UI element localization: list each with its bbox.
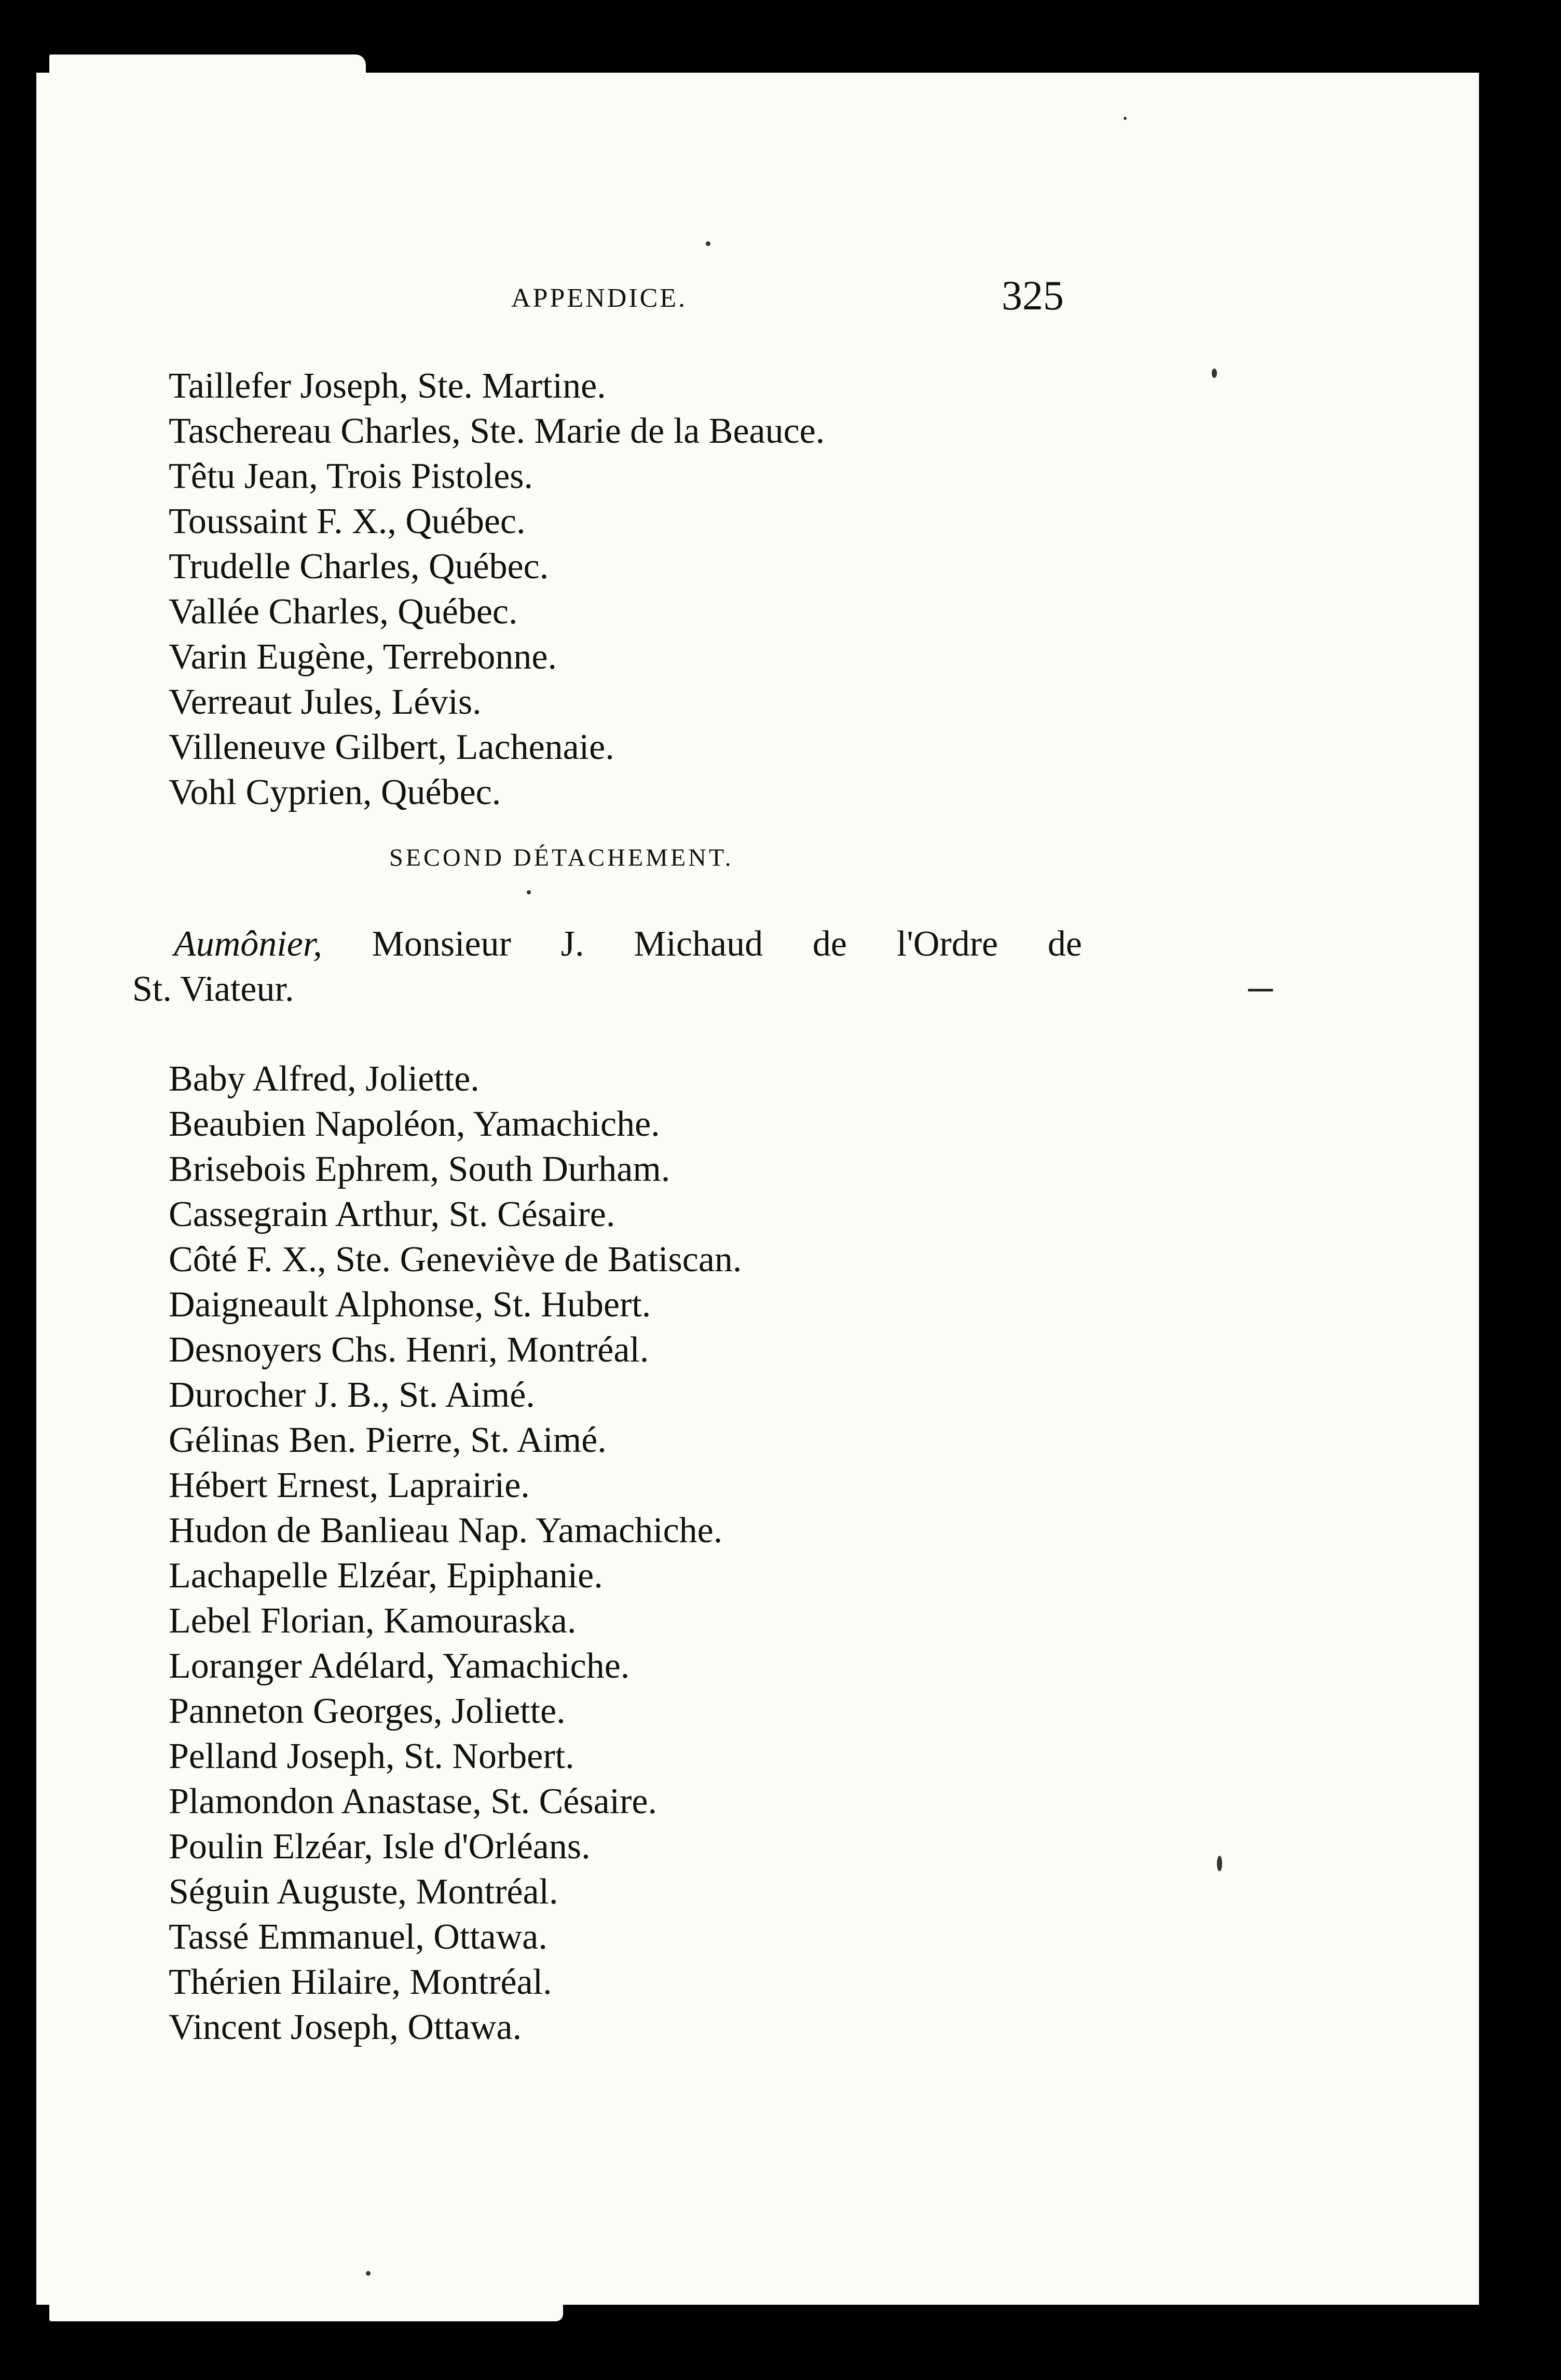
list-item: Thérien Hilaire, Montréal. (169, 1962, 552, 2002)
list-item: Gélinas Ben. Pierre, St. Aimé. (169, 1420, 607, 1460)
margin-dash-mark (1248, 989, 1273, 991)
chaplain-word: Monsieur (372, 924, 511, 964)
list-item: Taschereau Charles, Ste. Marie de la Beauce. (169, 411, 825, 451)
list-item: Lachapelle Elzéar, Epiphanie. (169, 1556, 603, 1596)
name-list-first (169, 363, 825, 815)
list-item: Côté F. X., Ste. Geneviève de Batiscan. (169, 1240, 742, 1280)
page-number: 325 (1002, 273, 1064, 319)
list-item: Tassé Emmanuel, Ottawa. (169, 1917, 547, 1957)
chaplain-paragraph (132, 921, 1082, 1012)
list-item: Cassegrain Arthur, St. Césaire. (169, 1194, 615, 1234)
name-list-second (169, 1056, 742, 2050)
print-speck (527, 890, 531, 894)
print-speck (1124, 117, 1127, 120)
list-item: Poulin Elzéar, Isle d'Orléans. (169, 1827, 591, 1867)
list-item: Panneton Georges, Joliette. (169, 1691, 566, 1731)
print-speck (366, 2271, 371, 2276)
list-item: Vohl Cyprien, Québec. (169, 772, 501, 812)
list-item: Hudon de Banlieau Nap. Yamachiche. (169, 1511, 723, 1551)
list-item: Durocher J. B., St. Aimé. (169, 1375, 535, 1415)
list-item: Villeneuve Gilbert, Lachenaie. (169, 727, 614, 767)
list-item: Vallée Charles, Québec. (169, 592, 518, 632)
chaplain-word: J. (560, 924, 584, 964)
chaplain-word: l'Ordre (896, 924, 998, 964)
chaplain-word: de (1047, 924, 1082, 964)
print-speck (1217, 1856, 1222, 1871)
list-item: Daigneault Alphonse, St. Hubert. (169, 1285, 651, 1325)
list-item: Baby Alfred, Joliette. (169, 1059, 480, 1099)
list-item: Verreaut Jules, Lévis. (169, 682, 482, 722)
section-heading: SECOND DÉTACHEMENT. (389, 844, 734, 872)
chaplain-word: de (812, 924, 847, 964)
scan-edge-top (49, 55, 366, 76)
print-speck (1212, 369, 1217, 378)
list-item: Toussaint F. X., Québec. (169, 501, 526, 541)
list-item: Beaubien Napoléon, Yamachiche. (169, 1104, 660, 1144)
list-item: Têtu Jean, Trois Pistoles. (169, 456, 533, 496)
chaplain-title: Aumônier, (174, 924, 322, 964)
list-item: Varin Eugène, Terrebonne. (169, 637, 557, 677)
print-speck (706, 241, 710, 246)
list-item: Taillefer Joseph, Ste. Martine. (169, 366, 606, 406)
list-item: Desnoyers Chs. Henri, Montréal. (169, 1330, 649, 1370)
list-item: Brisebois Ephrem, South Durham. (169, 1149, 670, 1189)
list-item: Trudelle Charles, Québec. (169, 547, 549, 587)
list-item: Loranger Adélard, Yamachiche. (169, 1646, 630, 1686)
scan-edge-bottom (49, 2305, 563, 2321)
list-item: Vincent Joseph, Ottawa. (169, 2007, 522, 2047)
chaplain-line-1 (132, 921, 1082, 967)
list-item: Plamondon Anastase, St. Césaire. (169, 1781, 658, 1821)
list-item: Hébert Ernest, Laprairie. (169, 1465, 530, 1505)
list-item: Lebel Florian, Kamouraska. (169, 1601, 577, 1641)
running-head: APPENDICE. (511, 283, 688, 313)
chaplain-word: Michaud (634, 924, 763, 964)
chaplain-line-2: St. Viateur. (132, 969, 294, 1009)
list-item: Séguin Auguste, Montréal. (169, 1872, 558, 1912)
list-item: Pelland Joseph, St. Norbert. (169, 1736, 574, 1776)
